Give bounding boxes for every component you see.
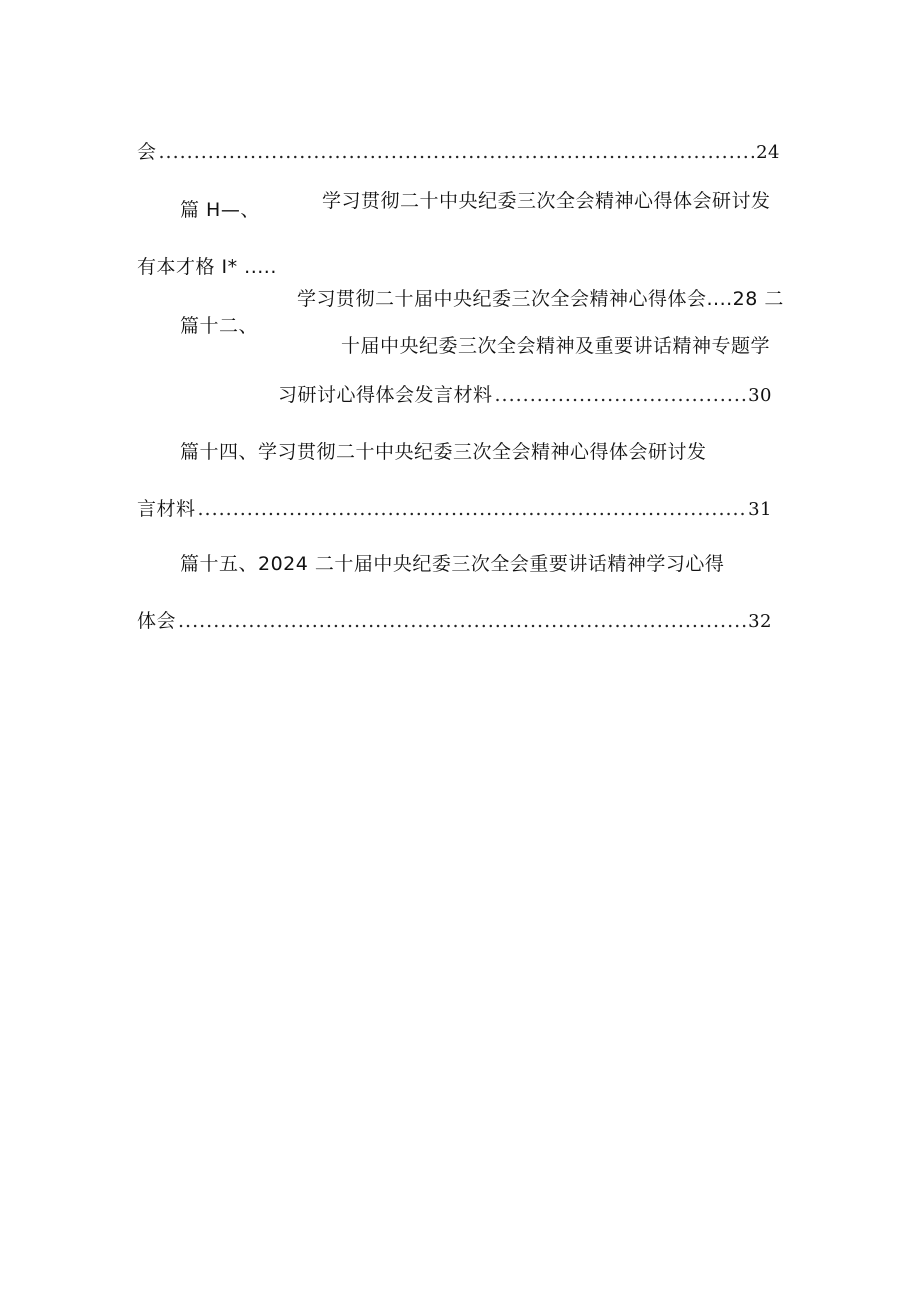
toc-entry-title-11[interactable]: 学习贯彻二十中央纪委三次全会精神心得体会研讨发 — [322, 190, 771, 212]
toc-entry-text: 体会 — [137, 610, 177, 632]
toc-leader-dots — [178, 610, 746, 632]
toc-leader-dots — [495, 384, 747, 406]
toc-leader-dots — [198, 498, 747, 520]
toc-leader-dots — [159, 141, 755, 163]
toc-entry-continuation-14[interactable] — [137, 494, 772, 521]
toc-entry-continuation-1[interactable] — [137, 137, 780, 164]
toc-entry-title-14[interactable]: 篇十四、学习贯彻二十中央纪委三次全会精神心得体会研讨发 — [180, 441, 707, 463]
toc-entry-title-15[interactable]: 篇十五、2024 二十届中央纪委三次全会重要讲话精神学习心得 — [180, 553, 725, 575]
toc-entry-continuation-13[interactable] — [278, 380, 772, 407]
toc-page-number: 24 — [756, 142, 780, 163]
toc-page-number: 32 — [748, 611, 772, 632]
toc-entry-continuation-15[interactable] — [137, 606, 772, 633]
toc-entry-title-12a[interactable]: 学习贯彻二十届中央纪委三次全会精神心得体会....28 二 — [297, 288, 784, 310]
toc-entry-text: 习研讨心得体会发言材料 — [278, 384, 493, 406]
toc-entry-title-13a[interactable]: 十届中央纪委三次全会精神及重要讲话精神专题学 — [341, 335, 771, 357]
toc-page-number: 30 — [748, 385, 772, 406]
toc-entry-label-12[interactable]: 篇十二、 — [180, 315, 259, 337]
toc-entry-text: 会 — [137, 141, 157, 163]
toc-entry-garbled-text[interactable]: 有本才格 I* ..... — [137, 256, 277, 278]
toc-entry-text: 言材料 — [137, 498, 196, 520]
toc-page-number: 31 — [748, 499, 772, 520]
toc-entry-label-11[interactable]: 篇 H—、 — [180, 199, 260, 221]
